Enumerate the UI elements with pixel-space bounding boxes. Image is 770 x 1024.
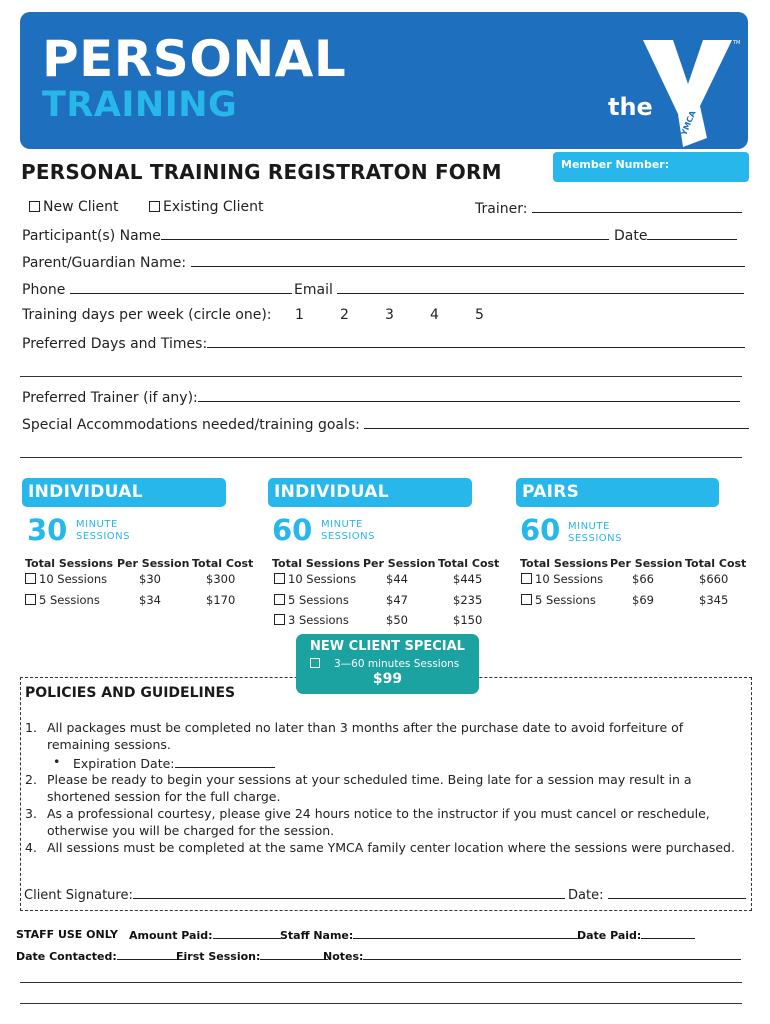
col-header-total-cost: Total Cost — [192, 557, 254, 570]
amount-paid-field[interactable] — [129, 928, 281, 942]
pricing-tab-label: INDIVIDUAL — [28, 482, 143, 502]
email-field[interactable] — [294, 280, 744, 298]
policy-item: 4. All sessions must be completed at the same YMCA family center location where the sessions were purchased. — [25, 839, 735, 855]
special-title: NEW CLIENT SPECIAL — [310, 639, 465, 654]
pricing-tab-individual-60 — [268, 478, 472, 507]
per-session-price: $47 — [386, 593, 408, 607]
pricing-tab-label: INDIVIDUAL — [274, 482, 389, 502]
policy-sub-item[interactable]: • Expiration Date: — [25, 754, 747, 773]
new-client-special — [296, 634, 479, 694]
client-signature-line[interactable] — [133, 885, 565, 899]
minutes-label: MINUTE SESSIONS — [568, 521, 623, 544]
session-checkbox[interactable] — [521, 573, 532, 584]
signature-date-field[interactable] — [568, 885, 746, 903]
session-option[interactable]: 3 Sessions — [274, 613, 349, 627]
col-header-per-session: Per Session — [610, 557, 683, 570]
special-accommodations-field[interactable] — [22, 415, 749, 433]
date-paid-line[interactable] — [641, 928, 695, 939]
special-accommodations-input-line[interactable] — [364, 415, 749, 429]
minutes-number: 60 — [520, 513, 561, 547]
email-label: Email — [294, 282, 333, 298]
parent-input-line[interactable] — [191, 253, 745, 267]
total-cost: $235 — [453, 593, 483, 607]
special-accommodations-extra-line[interactable] — [20, 457, 742, 458]
amount-paid-line[interactable] — [213, 928, 281, 939]
minutes-label: MINUTE SESSIONS — [321, 519, 376, 542]
training-days-option-2[interactable]: 2 — [340, 307, 349, 323]
preferred-days-extra-line[interactable] — [20, 376, 742, 377]
preferred-trainer-field[interactable] — [22, 388, 740, 406]
total-cost: $150 — [453, 613, 483, 627]
participants-label: Participant(s) Name — [22, 228, 161, 244]
date-input-line[interactable] — [647, 226, 737, 240]
col-header-total-sessions: Total Sessions — [25, 557, 114, 570]
date-paid-label: Date Paid: — [577, 929, 642, 942]
col-header-total-cost: Total Cost — [685, 557, 747, 570]
session-option[interactable]: 10 Sessions — [25, 572, 107, 586]
signature-date-line[interactable] — [608, 885, 746, 899]
session-option[interactable]: 5 Sessions — [25, 593, 100, 607]
session-option[interactable]: 10 Sessions — [521, 572, 603, 586]
amount-paid-label: Amount Paid: — [129, 929, 213, 942]
per-session-price: $34 — [139, 593, 161, 607]
minutes-number: 60 — [272, 513, 313, 547]
date-label: Date — [614, 228, 648, 244]
participants-field[interactable] — [22, 226, 609, 244]
notes-field[interactable] — [323, 949, 741, 963]
date-contacted-label: Date Contacted: — [16, 950, 117, 963]
member-number-label: Member Number: — [561, 158, 670, 171]
session-checkbox[interactable] — [521, 594, 532, 605]
member-number-box[interactable] — [553, 152, 749, 182]
title-training: TRAINING — [42, 85, 238, 125]
policies-box — [20, 677, 752, 911]
per-session-price: $66 — [632, 572, 654, 586]
policies-list — [25, 720, 747, 856]
session-option[interactable]: 5 Sessions — [274, 593, 349, 607]
email-input-line[interactable] — [337, 280, 744, 294]
new-client-label: New Client — [43, 199, 119, 215]
session-checkbox[interactable] — [274, 614, 285, 625]
new-client-option[interactable] — [29, 199, 119, 215]
trainer-field[interactable] — [475, 199, 742, 217]
first-session-field[interactable] — [176, 949, 328, 963]
col-header-total-cost: Total Cost — [438, 557, 500, 570]
col-header-per-session: Per Session — [117, 557, 190, 570]
special-accommodations-label: Special Accommodations needed/training goals: — [22, 417, 360, 433]
policy-item: 1. All packages must be completed no later than 3 months after the purchase date to avoid forfeiture of remaining sessions. — [25, 720, 684, 752]
phone-input-line[interactable] — [70, 280, 292, 294]
session-checkbox[interactable] — [274, 594, 285, 605]
per-session-price: $50 — [386, 613, 408, 627]
preferred-days-input-line[interactable] — [207, 334, 745, 348]
new-client-checkbox[interactable] — [29, 201, 40, 212]
col-header-total-sessions: Total Sessions — [272, 557, 361, 570]
notes-label: Notes: — [323, 950, 364, 963]
staff-name-field[interactable] — [280, 928, 583, 942]
phone-field[interactable] — [22, 280, 292, 298]
preferred-trainer-label: Preferred Trainer (if any): — [22, 390, 198, 406]
policy-item: 3. As a professional courtesy, please give 24 hours notice to the instructor if you must cancel or reschedule, otherwise you will be charged for the session. — [25, 805, 710, 838]
preferred-trainer-input-line[interactable] — [198, 388, 740, 402]
total-cost: $445 — [453, 572, 483, 586]
total-cost: $300 — [206, 572, 236, 586]
expiration-date-line[interactable] — [175, 754, 275, 768]
per-session-price: $30 — [139, 572, 161, 586]
existing-client-checkbox[interactable] — [149, 201, 160, 212]
client-signature-field[interactable] — [24, 885, 565, 903]
first-session-label: First Session: — [176, 950, 261, 963]
ymca-logo — [600, 32, 745, 152]
pricing-tab-label: PAIRS — [522, 482, 580, 502]
pricing-tab-individual-30 — [22, 478, 226, 507]
participants-input-line[interactable] — [161, 226, 609, 240]
parent-field[interactable] — [22, 253, 745, 271]
existing-client-label: Existing Client — [163, 199, 264, 215]
minutes-number: 30 — [27, 513, 68, 547]
parent-label: Parent/Guardian Name: — [22, 255, 187, 271]
date-contacted-line[interactable] — [117, 949, 185, 960]
form-title: PERSONAL TRAINING REGISTRATON FORM — [21, 160, 502, 184]
per-session-price: $69 — [632, 593, 654, 607]
date-paid-field[interactable] — [577, 928, 695, 942]
training-days-option-3[interactable]: 3 — [385, 307, 394, 323]
training-days-option-5[interactable]: 5 — [475, 307, 484, 323]
total-cost: $345 — [699, 593, 729, 607]
existing-client-option[interactable] — [149, 199, 263, 215]
trainer-input-line[interactable] — [532, 199, 742, 213]
total-cost: $660 — [699, 572, 729, 586]
date-field[interactable] — [614, 226, 737, 244]
session-checkbox[interactable] — [25, 573, 36, 584]
col-header-per-session: Per Session — [363, 557, 436, 570]
session-option[interactable]: 10 Sessions — [274, 572, 356, 586]
first-session-line[interactable] — [260, 949, 328, 960]
special-price: $99 — [372, 671, 403, 687]
minutes-label: MINUTE SESSIONS — [76, 519, 131, 542]
trainer-label: Trainer: — [475, 201, 528, 217]
phone-label: Phone — [22, 282, 66, 298]
training-days-option-4[interactable]: 4 — [430, 307, 439, 323]
per-session-price: $44 — [386, 572, 408, 586]
special-option[interactable]: 3—60 minutes Sessions — [310, 658, 459, 670]
special-checkbox[interactable] — [310, 658, 320, 668]
session-checkbox[interactable] — [274, 573, 285, 584]
date-contacted-field[interactable] — [16, 949, 185, 963]
title-personal: PERSONAL — [42, 30, 347, 88]
notes-extra-line-1[interactable] — [20, 982, 742, 983]
preferred-days-field[interactable] — [22, 334, 745, 352]
training-days-label: Training days per week (circle one): — [22, 307, 272, 323]
signature-date-label: Date: — [568, 888, 604, 903]
client-signature-label: Client Signature: — [24, 888, 133, 903]
logo-tm-text: TM — [733, 40, 741, 46]
policies-title: POLICIES AND GUIDELINES — [25, 685, 236, 701]
col-header-total-sessions: Total Sessions — [520, 557, 609, 570]
pricing-tab-pairs-60 — [516, 478, 719, 507]
header-banner — [20, 12, 748, 149]
session-option[interactable]: 5 Sessions — [521, 593, 596, 607]
training-days-option-1[interactable]: 1 — [295, 307, 304, 323]
total-cost: $170 — [206, 593, 236, 607]
session-checkbox[interactable] — [25, 594, 36, 605]
logo-the-text: the — [608, 93, 653, 121]
notes-line[interactable] — [363, 949, 741, 960]
logo-ymca-text: YMCA — [679, 109, 698, 137]
staff-name-label: Staff Name: — [280, 929, 354, 942]
notes-extra-line-2[interactable] — [20, 1003, 742, 1004]
staff-use-label: STAFF USE ONLY — [16, 928, 118, 941]
preferred-days-label: Preferred Days and Times: — [22, 336, 208, 352]
staff-name-line[interactable] — [353, 928, 583, 939]
policy-item: 2. Please be ready to begin your sessions at your scheduled time. Being late for a session may result in a shortened session for the full charge. — [25, 772, 692, 805]
